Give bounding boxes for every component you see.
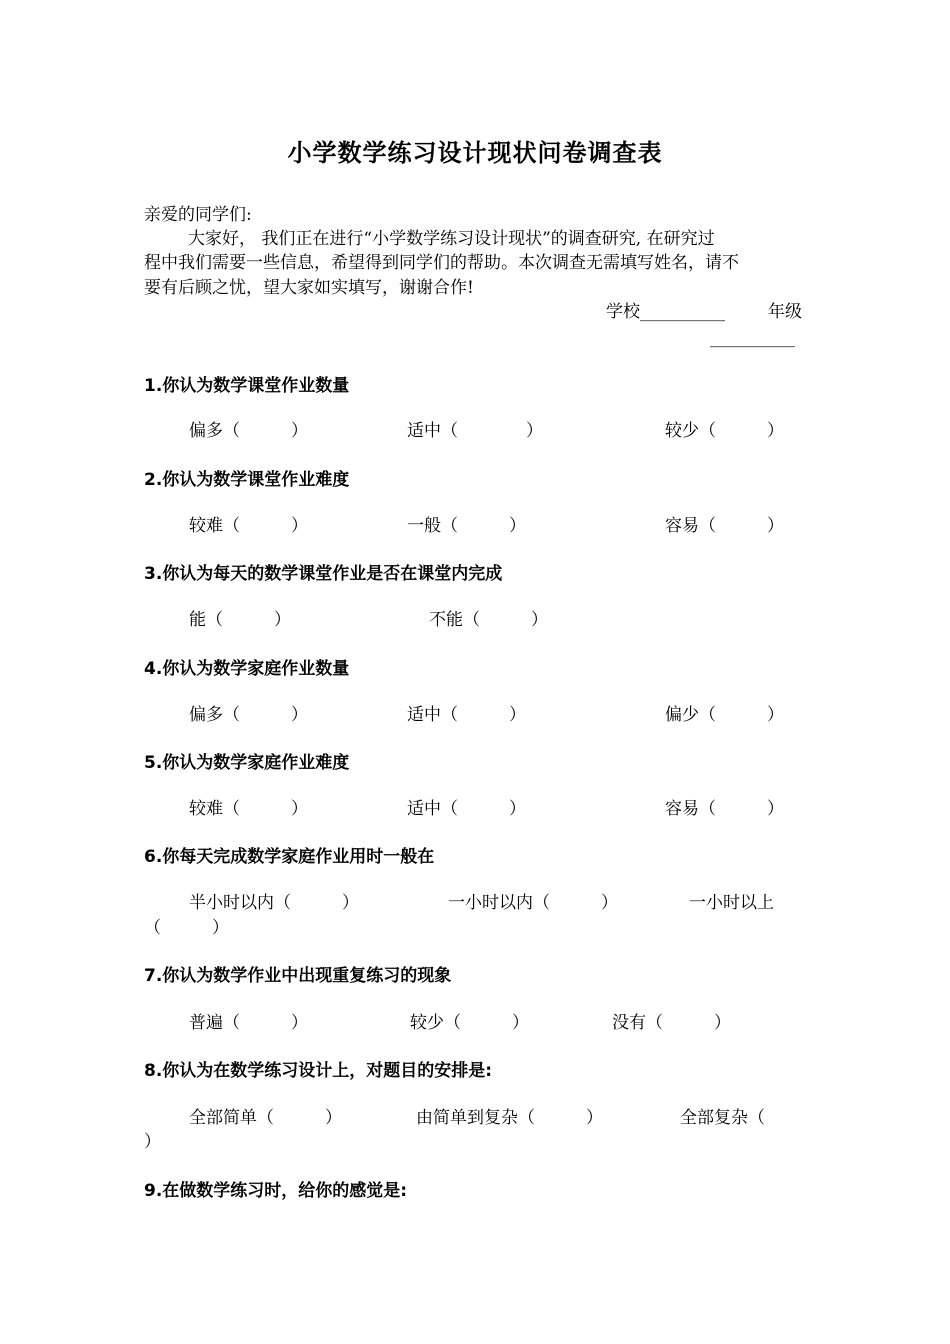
q8-option-2[interactable]: 由简单到复杂（ ） <box>416 1108 603 1128</box>
q6-option-1[interactable]: 半小时以内（ ） <box>189 893 359 913</box>
q4-option-3[interactable]: 偏少（ ） <box>665 705 784 725</box>
q7-option-2[interactable]: 较少（ ） <box>410 1013 529 1033</box>
q6-option-2[interactable]: 一小时以内（ ） <box>448 893 618 913</box>
q4-option-1[interactable]: 偏多（ ） <box>189 705 308 725</box>
q5-option-2[interactable]: 适中（ ） <box>407 799 526 819</box>
q1-option-3[interactable]: 较少（ ） <box>665 421 784 441</box>
q2-option-3[interactable]: 容易（ ） <box>665 516 784 536</box>
question-2: 2.你认为数学课堂作业难度 <box>144 470 350 490</box>
q8-option-1[interactable]: 全部简单（ ） <box>189 1108 342 1128</box>
greeting: 亲爱的同学们: <box>144 205 252 225</box>
q1-option-2[interactable]: 适中（ ） <box>407 421 543 441</box>
page-title: 小学数学练习设计现状问卷调查表 <box>287 138 663 167</box>
q7-option-1[interactable]: 普遍（ ） <box>189 1013 308 1033</box>
school-field: 学校__________ <box>606 302 725 322</box>
q6-option-3-blank[interactable]: （ ） <box>144 918 229 938</box>
q5-option-1[interactable]: 较难（ ） <box>189 799 308 819</box>
question-1: 1.你认为数学课堂作业数量 <box>144 376 350 396</box>
q1-option-1[interactable]: 偏多（ ） <box>189 421 308 441</box>
q3-option-1[interactable]: 能（ ） <box>189 610 291 630</box>
question-5: 5.你认为数学家庭作业难度 <box>144 753 350 773</box>
q7-option-3[interactable]: 没有（ ） <box>612 1013 731 1033</box>
q6-option-3[interactable]: 一小时以上 <box>689 893 774 913</box>
grade-field-line: __________ <box>710 328 795 348</box>
question-7: 7.你认为数学作业中出现重复练习的现象 <box>144 966 452 986</box>
question-3: 3.你认为每天的数学课堂作业是否在课堂内完成 <box>144 564 503 584</box>
question-8: 8.你认为在数学练习设计上，对题目的安排是: <box>144 1061 493 1081</box>
q4-option-2[interactable]: 适中（ ） <box>407 705 526 725</box>
grade-field-label: 年级 <box>768 302 802 322</box>
q3-option-2[interactable]: 不能（ ） <box>429 610 548 630</box>
intro-line-1: 大家好， 我们正在进行“小学数学练习设计现状”的调查研究, 在研究过 <box>188 229 715 249</box>
q5-option-3[interactable]: 容易（ ） <box>665 799 784 819</box>
q2-option-1[interactable]: 较难（ ） <box>189 516 308 536</box>
question-9: 9.在做数学练习时，给你的感觉是: <box>144 1181 408 1201</box>
q8-option-3-close[interactable]: ） <box>144 1132 161 1152</box>
q8-option-3[interactable]: 全部复杂（ <box>680 1108 765 1128</box>
question-6: 6.你每天完成数学家庭作业用时一般在 <box>144 847 435 867</box>
intro-line-2: 程中我们需要一些信息，希望得到同学们的帮助。本次调查无需填写姓名，请不 <box>144 253 739 273</box>
q2-option-2[interactable]: 一般（ ） <box>407 516 526 536</box>
intro-line-3: 要有后顾之忧，望大家如实填写，谢谢合作! <box>144 278 474 298</box>
question-4: 4.你认为数学家庭作业数量 <box>144 659 350 679</box>
